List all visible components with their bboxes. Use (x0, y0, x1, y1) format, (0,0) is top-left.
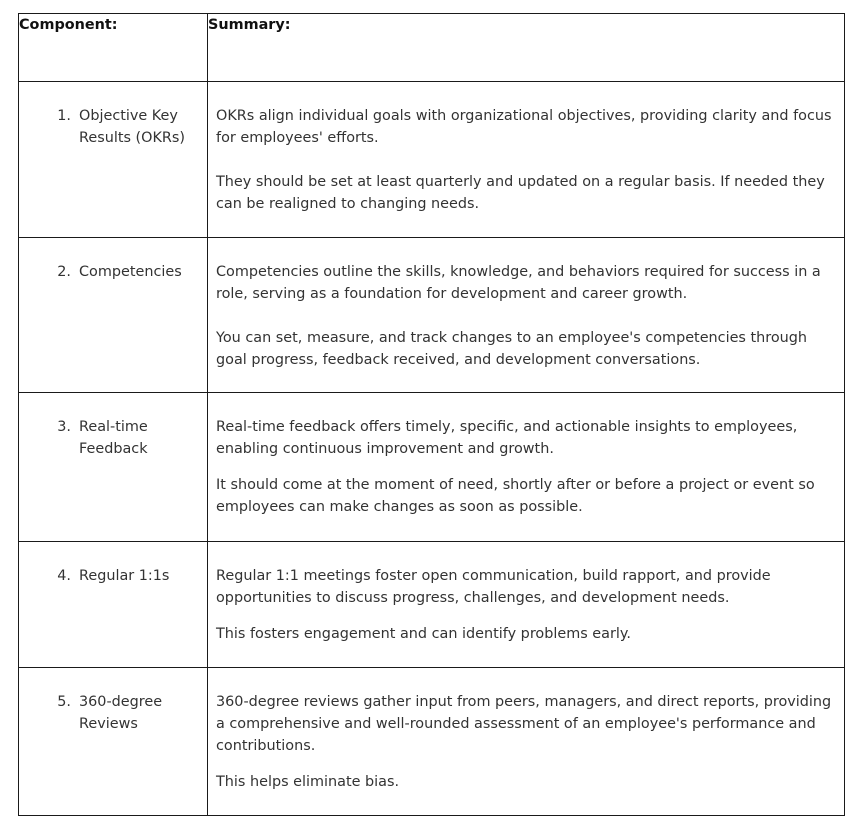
summary-paragraph: Regular 1:1 meetings foster open communication, build rapport, and provide opportunities to discuss progress, challenges, and development needs. (216, 568, 771, 606)
list-number: 2. (57, 264, 71, 280)
summary-paragraph: This fosters engagement and can identify problems early. (216, 626, 631, 642)
table-row (19, 542, 845, 668)
header-summary: Summary: (208, 14, 845, 82)
summary-paragraph: This helps eliminate bias. (216, 774, 400, 790)
summary-cell (208, 393, 845, 542)
list-number: 4. (57, 568, 71, 584)
component-label: Real-time Feedback (79, 419, 148, 457)
component-label: 360-degree Reviews (79, 694, 163, 732)
header-component: Component: (19, 14, 208, 82)
component-label: Regular 1:1s (79, 568, 170, 584)
summary-cell (208, 668, 845, 816)
summary-paragraph: Real-time feedback offers timely, specific, and actionable insights to employees, enabling continuous improvement and growth. (216, 419, 798, 457)
summary-paragraph: 360-degree reviews gather input from peers, managers, and direct reports, providing a comprehensive and well-rounded assessment of an employee's performance and contributions. (216, 694, 832, 754)
table-row (19, 668, 845, 816)
list-number: 5. (57, 694, 71, 710)
summary-paragraph: Competencies outline the skills, knowledge, and behaviors required for success in a role, serving as a foundation for development and career growth. (216, 264, 821, 302)
components-table (18, 13, 845, 816)
table-header-row (19, 14, 845, 82)
list-number: 1. (57, 108, 71, 124)
component-cell (19, 668, 208, 816)
summary-paragraph: They should be set at least quarterly and updated on a regular basis. If needed they can be realigned to changing needs. (216, 174, 825, 212)
component-cell (19, 238, 208, 393)
table-row (19, 238, 845, 393)
summary-cell (208, 542, 845, 668)
summary-cell (208, 82, 845, 238)
list-number: 3. (57, 419, 71, 435)
summary-paragraph: It should come at the moment of need, shortly after or before a project or event so employees can make changes as soon as possible. (216, 477, 815, 515)
component-cell (19, 393, 208, 542)
table-row (19, 393, 845, 542)
component-label: Objective Key Results (OKRs) (79, 108, 186, 146)
summary-paragraph: OKRs align individual goals with organizational objectives, providing clarity and focus for employees' efforts. (216, 108, 832, 146)
summary-paragraph: You can set, measure, and track changes to an employee's competencies through goal progress, feedback received, and development conversations. (216, 330, 808, 368)
table-row (19, 82, 845, 238)
summary-cell (208, 238, 845, 393)
component-cell (19, 542, 208, 668)
component-label: Competencies (79, 264, 182, 280)
component-cell (19, 82, 208, 238)
